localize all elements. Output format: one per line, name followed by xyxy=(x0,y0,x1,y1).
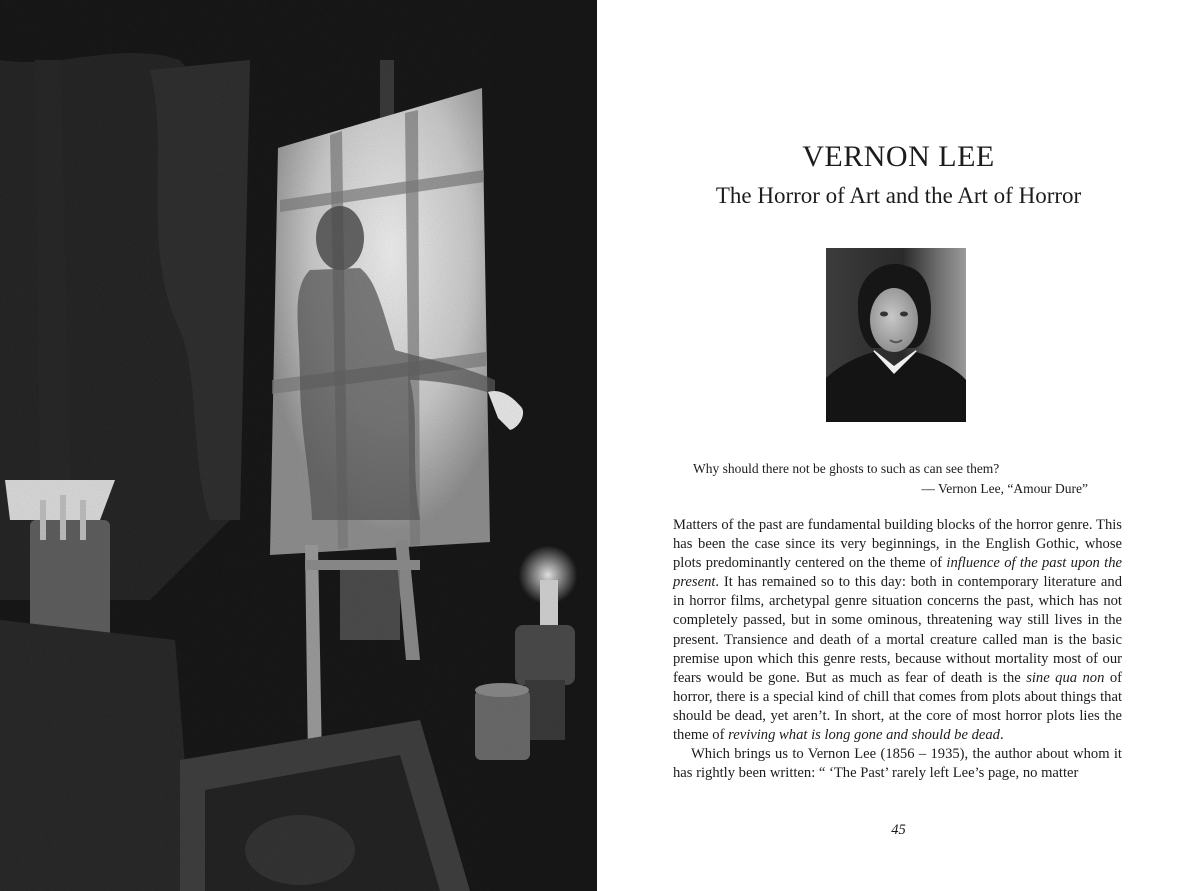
illustration-page xyxy=(0,0,597,891)
italic-run: influence of the past upon the present xyxy=(673,555,1122,591)
text-run: . It has remained so to this day: both in contemporary literature and in horror films, archetypal genre situation concerns the past, which has not completely passed, but in some ominous, threatening way still lives in the present. Transience and death of a mortal creature called man is the basic premise upon which this genre rests, because without mortality most of our fears would be gone. But as much as fear of death is the xyxy=(673,574,1122,686)
author-portrait xyxy=(826,248,966,422)
text-run: Which brings us to Vernon Lee (1856 – 1935), the author about whom it has rightly been written: “ ‘The Past’ rarely left Lee’s page, no matter xyxy=(673,746,1122,782)
epigraph-attribution: — Vernon Lee, “Amour Dure” xyxy=(921,481,1088,496)
text-run: . xyxy=(999,727,1004,744)
body-text xyxy=(673,516,1122,783)
portrait-icon xyxy=(826,248,966,422)
text-run: of horror, there is a special kind of chill that comes from plots about things that should be dead, yet aren’t. In short, at the core of most horror plots lies the theme of xyxy=(673,669,1122,744)
chapter-title: VERNON LEE xyxy=(802,140,995,173)
text-run: Matters of the past are fundamental building blocks of the horror genre. This has been the case since its very beginnings, in the English Gothic, whose plots predominantly centered on the theme of xyxy=(673,517,1122,572)
page-number: 45 xyxy=(891,822,906,838)
epigraph xyxy=(693,459,1088,499)
italic-run: sine qua non xyxy=(1026,669,1105,686)
artist-studio-illustration xyxy=(0,0,597,891)
epigraph-quote: Why should there not be ghosts to such as can see them? xyxy=(693,461,1000,476)
paragraph xyxy=(673,745,1122,783)
chapter-subtitle: The Horror of Art and the Art of Horror xyxy=(715,183,1082,208)
text-page xyxy=(597,0,1200,891)
italic-run: reviving what is long gone and should be dead xyxy=(728,727,1000,744)
paragraph xyxy=(673,516,1122,745)
